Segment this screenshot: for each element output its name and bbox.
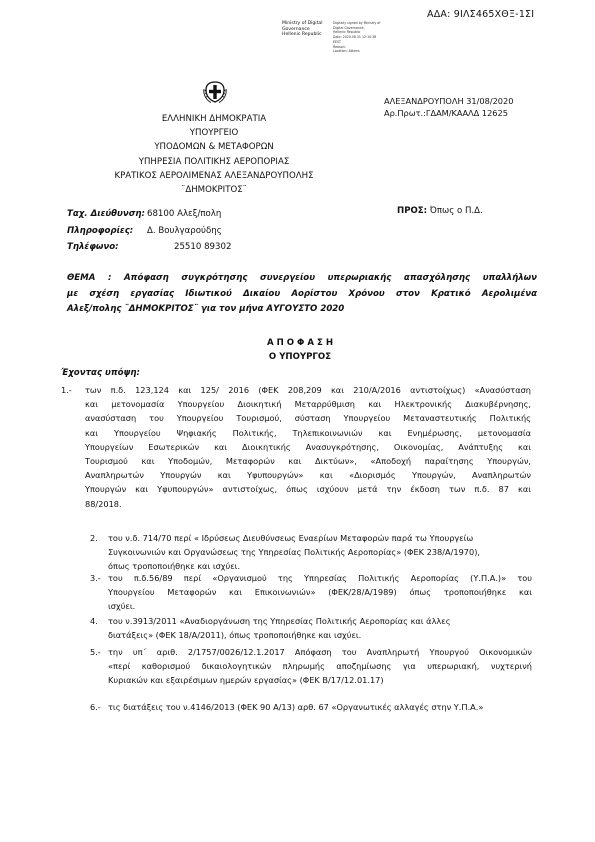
header-line: ΕΛΛΗΝΙΚΗ ΔΗΜΟΚΡΑΤΙΑ xyxy=(161,114,267,124)
list-item xyxy=(90,571,532,614)
signature-line: Ministry of Digital xyxy=(282,21,323,26)
signature-fine-line: Location: Athens xyxy=(333,49,360,54)
phone-value: 25510 89302 xyxy=(174,242,232,252)
address-value: 68100 Αλεξ/πολη xyxy=(147,209,222,219)
signature-line: Governance xyxy=(282,26,310,32)
issuing-authority-header xyxy=(104,112,324,197)
recipient-value: Όπως ο Π.Δ. xyxy=(429,206,483,216)
signature-fine-line: EEST xyxy=(333,39,341,44)
header-line: ΥΠΗΡΕΣΙΑ ΠΟΛΙΤΙΚΗΣ ΑΕΡΟΠΟΡΙΑΣ xyxy=(138,156,290,167)
subject-line: Αλεξ/πολης ¨ΔΗΜΟΚΡΙΤΟΣ¨ για τον μήνα ΑΥΓΟΥΣΤΟ 2020 xyxy=(67,304,345,314)
item-number: 2. xyxy=(90,533,98,543)
signature-fine-line: Date: 2020.08.31 12:10:38 xyxy=(333,35,377,40)
item-line: «περί καθορισμού δικαιολογητικών πληρωμής αποζημίωσης για υπερωριακή, νυχτερινή xyxy=(108,661,532,672)
greek-coat-of-arms-icon xyxy=(202,79,228,105)
item-line: και μετονομασία Υπουργείου Διοικητική Μεταρρύθμιση και Ηλεκτρονικής Διακυβέρνησης, xyxy=(85,399,531,410)
item-line: Υπουργών και Υφυπουργών» αντιστοίχως, όπως ισχύουν μετά την έκδοση των π.δ. 87 και xyxy=(85,484,531,495)
signature-fine-line: Hellenic Republic xyxy=(333,30,361,35)
item-line: Κυριακών και εξαιρέσιμων ημερών εργασίας» (ΦΕΚ Β/17/12.01.17) xyxy=(108,675,384,686)
item-line: ισχύει. xyxy=(108,601,136,612)
ada-code: ΑΔΑ: 9ΙΛΣ465ΧΘΞ-1ΣΙ xyxy=(427,9,535,20)
item-line: του ν.δ. 714/70 περί « Ιδρύσεως Διευθύνσεως Εναερίων Μεταφορών παρά τω Υπουργείω xyxy=(108,533,474,543)
item-number: 6.- xyxy=(90,702,101,712)
info-label: Πληροφορίες: xyxy=(67,225,134,236)
signature-fine-print xyxy=(333,21,380,54)
decision-heading xyxy=(255,336,345,364)
decision-title: Α Π Ο Φ Α Σ Η xyxy=(266,338,334,348)
signature-line: Hellenic Republic xyxy=(282,32,322,38)
recipient xyxy=(397,206,483,216)
reference-block xyxy=(384,96,513,119)
phone-label: Τηλέφωνο: xyxy=(67,242,119,252)
item-number: 3.- xyxy=(90,573,101,583)
item-line: του π.δ.56/89 περί «Οργανισμού της Υπηρεσίας Πολιτικής Αεροπορίας (Υ.Π.Α.)» του xyxy=(108,573,532,583)
header-line: ΚΡΑΤΙΚΟΣ ΑΕΡΟΛΙΜΕΝΑΣ ΑΛΕΞΑΝΔΡΟΥΠΟΛΗΣ xyxy=(114,170,314,181)
header-line: ¨ΔΗΜΟΚΡΙΤΟΣ¨ xyxy=(181,185,247,196)
subject xyxy=(67,271,537,318)
item-line: των π.δ. 123,124 και 125/ 2016 (ΦΕΚ 208,209 και 210/Α/2016 αντιστοίχως) «Ανασύσταση xyxy=(85,385,531,395)
item-line: ανασύσταση του Υπουργείου Τουρισμού, σύσταση Υπουργείου Μεταναστευτικής Πολιτικής xyxy=(85,413,531,424)
item-number: 1.- xyxy=(61,385,72,395)
item-line: και Υπουργείου Ψηφιακής Πολιτικής, Τηλεπικοινωνιών και Ενημέρωσης, μετονομασία xyxy=(85,427,531,438)
having-regard-heading: Έχοντας υπόψη: xyxy=(61,368,140,378)
list-item xyxy=(90,614,532,642)
decision-subtitle: Ο ΥΠΟΥΡΓΟΣ xyxy=(268,352,332,362)
list-item xyxy=(90,700,532,714)
address-label: Ταχ. Διεύθυνση: xyxy=(67,209,145,219)
signature-fine-line: Digital Governance, xyxy=(333,25,365,30)
header-line: ΥΠΟΥΡΓΕΙΟ xyxy=(189,128,239,139)
item-number: 4. xyxy=(90,616,98,626)
item-line: 88/2018. xyxy=(85,498,122,509)
item-line: Υπουργείων Εσωτερικών και Διοικητικής Ανασυγκρότησης, Οικονομίας, Ανάπτυξης και xyxy=(85,441,531,452)
recipient-label: ΠΡΟΣ: xyxy=(397,206,428,216)
signature-fine-line: Digitally signed by Ministry of xyxy=(333,21,381,25)
digital-signature-stamp xyxy=(282,21,322,38)
item-line: την υπ΄ αριθ. 2/1757/0026/12.1.2017 Απόφαση του Αναπληρωτή Υπουργού Οικονομικών xyxy=(108,647,532,657)
item-line: του ν.3913/2011 «Αναδιοργάνωση της Υπηρεσίας Πολιτικής Αεροπορίας και άλλες xyxy=(108,616,451,626)
item-number: 5.- xyxy=(90,647,101,657)
item-line: όπως τροποποιήθηκε και ισχύει. xyxy=(108,561,241,572)
item-line: Υπουργείου Μεταφορών και Επικοινωνιών» (ΦΕΚ/28/Α/1989) όπως τροποποιήθηκε και xyxy=(108,587,532,598)
list-item xyxy=(61,383,531,511)
item-line: Αναπληρωτών Υπουργών και Υφυπουργών» και «Διορισμός Υπουργών, Αναπληρωτών xyxy=(85,470,531,481)
info-value: Δ. Βουλγαρούδης xyxy=(147,225,222,236)
signature-fine-line: Reason: xyxy=(333,44,346,49)
list-item xyxy=(90,645,532,688)
list-item xyxy=(90,531,548,574)
item-line: τις διατάξεις του ν.4146/2013 (ΦΕΚ 90 Α/13) αρθ. 67 «Οργανωτικές αλλαγές στην Υ.Π.Α.» xyxy=(108,702,484,712)
subject-line: με σχέση εργασίας Ιδιωτικού Δικαίου Αορίστου Χρόνου στον Κρατικό Αερολιμένα xyxy=(67,288,537,299)
item-line: Τουρισμού και Υποδομών, Μεταφορών και Δικτύων», «Αποδοχή παραίτησης Υπουργών, xyxy=(85,456,531,467)
header-line: ΥΠΟΔΟΜΩΝ & ΜΕΤΑΦΟΡΩΝ xyxy=(154,142,274,153)
item-line: Συγκοινωνιών και Οργανώσεως της Υπηρεσίας Πολιτικής Αεροπορίας» (ΦΕΚ 238/Α/1970), xyxy=(108,547,481,558)
protocol-number: Αρ.Πρωτ.:ΓΔΑΜ/ΚΑΑΛΔ 12625 xyxy=(384,107,508,118)
place-date: ΑΛΕΞΑΝΔΡΟΥΠΟΛΗ 31/08/2020 xyxy=(384,96,514,106)
subject-line: ΘΕΜΑ : Απόφαση συγκρότησης συνεργείου υπερωριακής απασχόλησης υπαλλήλων xyxy=(67,273,537,283)
item-line: διατάξεις» (ΦΕΚ 18/Α/2011), όπως τροποποιήθηκε και ισχύει. xyxy=(108,630,362,641)
